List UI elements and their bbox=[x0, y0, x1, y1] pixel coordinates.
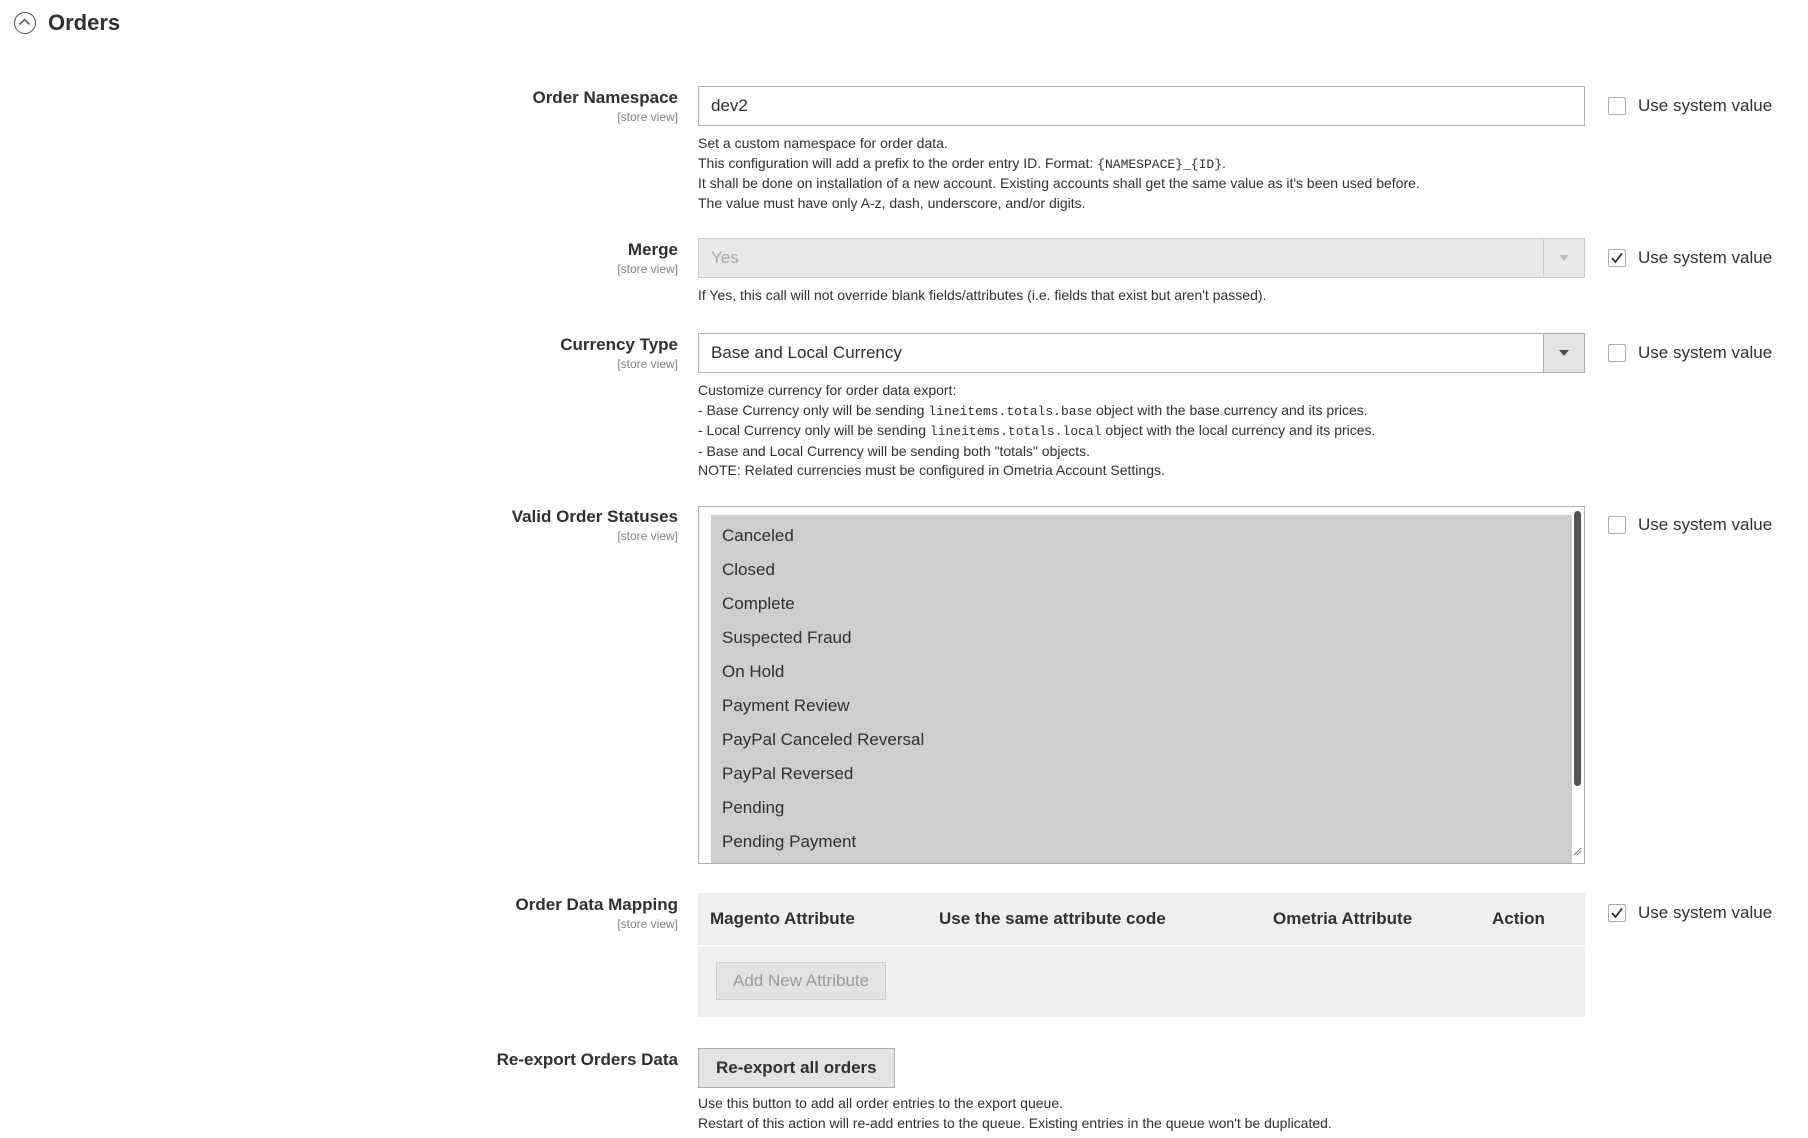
valid-order-statuses-multiselect[interactable] bbox=[698, 506, 1585, 864]
resize-grip-icon[interactable] bbox=[1572, 843, 1582, 861]
scrollbar-thumb[interactable] bbox=[1574, 511, 1581, 786]
order-namespace-value: dev2 bbox=[711, 96, 748, 115]
note-text: - Base Currency only will be sending bbox=[698, 401, 929, 418]
currency-type-scope: [store view] bbox=[617, 357, 678, 371]
note-text: This configuration will add a prefix to the order entry ID. Format: bbox=[698, 154, 1098, 171]
status-option[interactable]: Pending Payment bbox=[722, 832, 857, 851]
multiselect-options bbox=[711, 515, 1572, 863]
note-text: object with the base currency and its prices. bbox=[1092, 401, 1368, 418]
chevron-up-circle-icon[interactable] bbox=[14, 12, 36, 34]
status-option[interactable]: Pending bbox=[722, 798, 785, 817]
reexport-all-orders-button[interactable]: Re-export all orders bbox=[698, 1048, 895, 1088]
note-line: - Base and Local Currency will be sending both "totals" objects. bbox=[698, 442, 1091, 459]
status-option[interactable]: Suspected Fraud bbox=[722, 628, 852, 647]
merge-scope: [store view] bbox=[617, 262, 678, 276]
add-new-attribute-button[interactable]: Add New Attribute bbox=[716, 962, 886, 1000]
order-namespace-label: Order Namespace bbox=[532, 88, 678, 107]
order-data-mapping-scope: [store view] bbox=[617, 917, 678, 931]
column-header-action: Action bbox=[1492, 909, 1545, 928]
note-line bbox=[698, 401, 1585, 422]
section-header-orders[interactable] bbox=[14, 10, 120, 36]
order-namespace-label-group bbox=[532, 88, 678, 124]
currency-type-label: Currency Type bbox=[560, 335, 678, 354]
reexport-label: Re-export Orders Data bbox=[496, 1050, 678, 1069]
reexport-note bbox=[698, 1094, 1585, 1133]
note-text: . bbox=[1222, 154, 1226, 171]
note-line: Use this button to add all order entries to the export queue. bbox=[698, 1095, 1064, 1111]
status-option[interactable]: PayPal Reversed bbox=[722, 764, 854, 783]
order-namespace-note bbox=[698, 134, 1585, 213]
dropdown-arrow-icon[interactable] bbox=[1543, 334, 1584, 372]
status-option[interactable]: Complete bbox=[722, 594, 795, 613]
order-data-mapping-grid bbox=[698, 893, 1585, 1017]
dropdown-arrow-icon bbox=[1543, 239, 1584, 277]
note-line bbox=[698, 154, 1585, 175]
status-option[interactable]: PayPal Canceled Reversal bbox=[722, 730, 925, 749]
order-data-mapping-label-group bbox=[516, 895, 678, 931]
order-data-mapping-use-system[interactable] bbox=[1608, 903, 1772, 923]
note-line: It shall be done on installation of a new account. Existing accounts shall get the same value as it's been used before. bbox=[698, 175, 1420, 191]
merge-select bbox=[698, 238, 1585, 278]
merge-use-system[interactable] bbox=[1608, 248, 1772, 268]
note-code: lineitems.totals.base bbox=[928, 403, 1093, 419]
note-line: Customize currency for order data export: bbox=[698, 382, 957, 398]
note-line bbox=[698, 421, 1585, 442]
note-text: object with the local currency and its prices. bbox=[1101, 422, 1376, 438]
status-option[interactable]: Closed bbox=[722, 560, 775, 579]
currency-type-note bbox=[698, 381, 1585, 481]
note-code: lineitems.totals.local bbox=[929, 424, 1102, 439]
status-option[interactable]: Payment Review bbox=[722, 696, 850, 715]
note-text: - Local Currency only will be sending bbox=[698, 422, 930, 438]
currency-type-label-group bbox=[560, 335, 678, 371]
order-namespace-scope: [store view] bbox=[617, 110, 678, 124]
valid-order-statuses-label-group bbox=[512, 507, 678, 543]
merge-label: Merge bbox=[627, 240, 678, 259]
currency-type-select[interactable] bbox=[698, 333, 1585, 373]
note-line: The value must have only A-z, dash, underscore, and/or digits. bbox=[698, 194, 1086, 211]
valid-order-statuses-use-system[interactable] bbox=[1608, 515, 1772, 535]
note-line: Restart of this action will re-add entries to the queue. Existing entries in the queue won't be duplicated. bbox=[698, 1114, 1332, 1131]
column-header-magento-attribute: Magento Attribute bbox=[710, 909, 855, 928]
status-option[interactable]: On Hold bbox=[722, 662, 785, 681]
merge-label-group bbox=[617, 240, 678, 276]
order-data-mapping-use-system-checkbox[interactable] bbox=[1608, 904, 1626, 922]
currency-type-use-system[interactable] bbox=[1608, 343, 1772, 363]
order-namespace-use-system[interactable] bbox=[1608, 96, 1772, 116]
grid-header bbox=[698, 893, 1585, 947]
currency-type-use-system-checkbox[interactable] bbox=[1608, 344, 1626, 362]
order-namespace-input[interactable] bbox=[698, 86, 1585, 126]
section-title: Orders bbox=[48, 10, 121, 35]
note-code: {NAMESPACE}_{ID} bbox=[1097, 156, 1222, 172]
valid-order-statuses-label: Valid Order Statuses bbox=[511, 507, 678, 526]
merge-note: If Yes, this call will not override blank fields/attributes (i.e. fields that exist but aren't passed). bbox=[698, 287, 1267, 303]
currency-type-value: Base and Local Currency bbox=[711, 343, 902, 362]
status-option[interactable]: Canceled bbox=[722, 526, 794, 545]
note-line: NOTE: Related currencies must be configured in Ometria Account Settings. bbox=[698, 462, 1165, 478]
merge-use-system-checkbox[interactable] bbox=[1608, 249, 1626, 267]
use-system-label: Use system value bbox=[1638, 515, 1773, 534]
use-system-label: Use system value bbox=[1638, 96, 1773, 115]
order-namespace-use-system-checkbox[interactable] bbox=[1608, 97, 1626, 115]
valid-order-statuses-scope: [store view] bbox=[617, 529, 678, 543]
valid-order-statuses-use-system-checkbox[interactable] bbox=[1608, 516, 1626, 534]
use-system-label: Use system value bbox=[1638, 903, 1773, 922]
column-header-same-attribute-code: Use the same attribute code bbox=[939, 909, 1166, 928]
note-line: Set a custom namespace for order data. bbox=[698, 135, 948, 151]
order-data-mapping-label: Order Data Mapping bbox=[515, 895, 678, 914]
use-system-label: Use system value bbox=[1638, 248, 1773, 267]
column-header-ometria-attribute: Ometria Attribute bbox=[1273, 909, 1413, 928]
merge-value: Yes bbox=[711, 248, 739, 267]
reexport-label-group bbox=[497, 1050, 678, 1070]
use-system-label: Use system value bbox=[1638, 343, 1773, 362]
